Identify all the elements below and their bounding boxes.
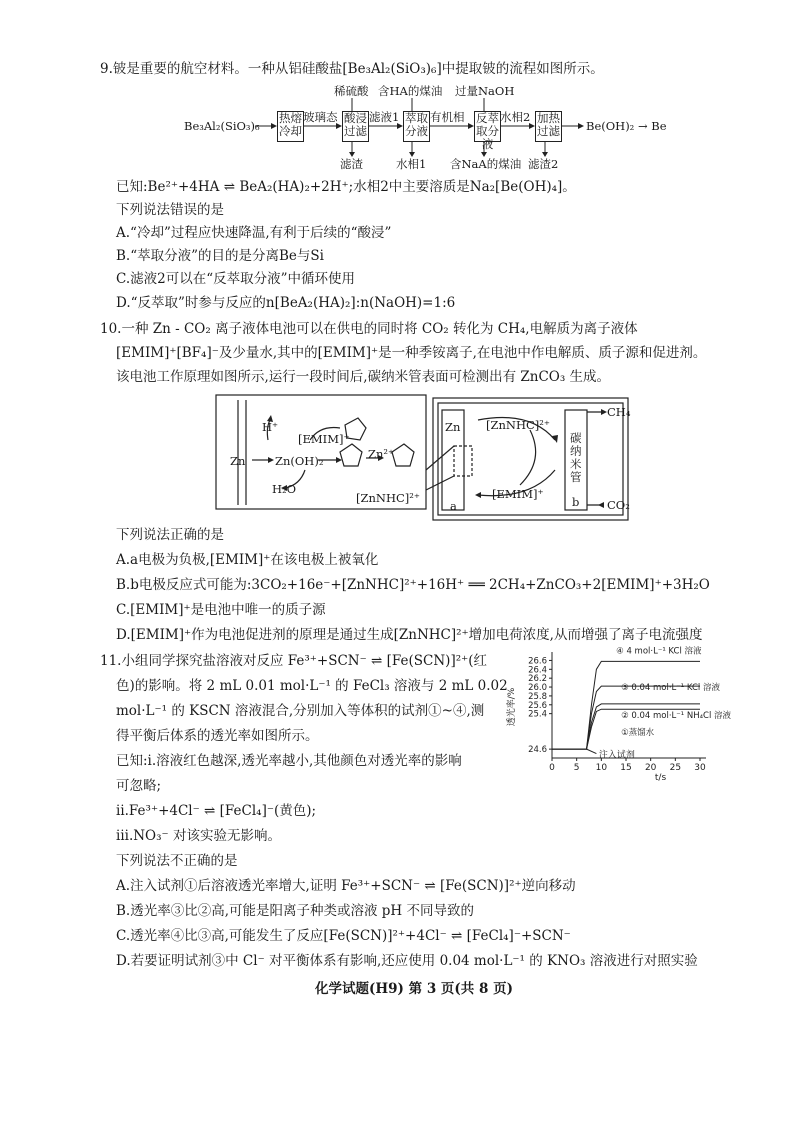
- q11-line-2: 色)的影响。将 2 mL 0.01 mol·L⁻¹ 的 FeCl₃ 溶液与 2 mL 0.02: [116, 678, 508, 694]
- diagram-znnhc: [ZnNHC]²⁺: [356, 491, 420, 505]
- diagram-zn: Zn: [230, 454, 246, 468]
- q11-line-8: ⅲ.NO₃⁻ 对该实验无影响。: [116, 828, 281, 844]
- flow-box-acid-leach: 酸浸过滤: [342, 111, 369, 142]
- flow-box-heat-filter: 加热过滤: [535, 111, 562, 142]
- q11-line-4: 得平衡后体系的透光率如图所示。: [116, 728, 319, 744]
- cell-ch4: CH₄: [607, 405, 631, 419]
- cell-electrode-zn: Zn: [445, 420, 461, 434]
- flow-reagent-ha: 含HA的煤油: [378, 84, 443, 98]
- transmittance-chart: [500, 646, 732, 798]
- y-axis-title: 透光率/%: [507, 687, 517, 727]
- x-tick-label: 0: [549, 763, 555, 773]
- flow-reagent-h2so4: 稀硫酸: [334, 84, 369, 98]
- q11-line-9: 下列说法不正确的是: [116, 853, 238, 869]
- q11-line-7: ⅱ.Fe³⁺+4Cl⁻ ⇌ [FeCl₄]⁻(黄色);: [116, 803, 317, 819]
- diagram-h2o: H₂O: [272, 482, 297, 496]
- x-tick-label: 10: [595, 763, 608, 773]
- flow-label-glass: 玻璃态: [303, 110, 338, 124]
- y-tick-label: 26.2: [528, 674, 547, 685]
- x-axis-title: t/s: [654, 773, 667, 783]
- flow-end: Be(OH)₂ → Be: [586, 119, 667, 133]
- flow-box-extraction: 萃取分液: [403, 111, 430, 142]
- annotation-pointer: [587, 749, 597, 753]
- series-label-4: ①蒸馏水: [621, 728, 655, 739]
- series-label-3: ② 0.04 mol·L⁻¹ NH₄Cl 溶液: [621, 710, 732, 721]
- electrode-b-label: b: [572, 495, 580, 509]
- diagram-zn2-plus: Zn²⁺: [368, 447, 395, 461]
- y-tick-label: 26.6: [528, 656, 547, 667]
- flow-label-filtrate1: 滤液1: [369, 110, 400, 124]
- q11-option-c: C.透光率④比③高,可能发生了反应[Fe(SCN)]²⁺+4Cl⁻ ⇌ [FeCl₄]⁻+SCN⁻: [116, 928, 571, 944]
- q9-option-b: B.“萃取分液”的目的是分离Be与Si: [116, 248, 324, 264]
- electrode-a-label: a: [450, 499, 457, 513]
- cell-emim: [EMIM]⁺: [492, 487, 544, 501]
- diagram-emim: [EMIM]⁺: [298, 432, 350, 446]
- y-tick-label: 25.4: [528, 709, 547, 720]
- q10-option-a: A.a电极为负极,[EMIM]⁺在该电极上被氧化: [116, 552, 379, 568]
- x-tick-label: 30: [694, 763, 706, 773]
- q11-line-6: 可忽略;: [116, 778, 162, 794]
- series-label-2: ③ 0.04 mol·L⁻¹ KCl 溶液: [621, 683, 721, 694]
- flow-output-aqueous1: 水相1: [396, 157, 427, 171]
- q10-ask: 下列说法正确的是: [116, 527, 224, 543]
- x-tick-label: 5: [573, 763, 580, 773]
- cell-znnhc: [ZnNHC]²⁺: [486, 418, 550, 432]
- x-tick-label: 20: [644, 763, 657, 773]
- q9-option-a: A.“冷却”过程应快速降温,有利于后续的“酸浸”: [116, 225, 392, 241]
- y-tick-label: 25.8: [528, 691, 547, 702]
- q11-option-a: A.注入试剂①后溶液透光率增大,证明 Fe³⁺+SCN⁻ ⇌ [Fe(SCN)]²⁺逆向移动: [116, 878, 576, 894]
- flow-output-residue2: 滤渣2: [528, 157, 559, 171]
- y-tick-label: 24.6: [528, 745, 547, 756]
- flow-output-naa: 含NaA的煤油: [450, 157, 522, 171]
- q11-option-d: D.若要证明试剂③中 Cl⁻ 对平衡体系有影响,还应使用 0.04 mol·L⁻¹ 的 KNO₃ 溶液进行对照实验: [116, 953, 698, 969]
- q9-ask: 下列说法错误的是: [116, 202, 224, 218]
- diagram-zn-oh2: Zn(OH)₂: [275, 454, 324, 468]
- q9-option-c: C.滤液2可以在“反萃取分液”中循环使用: [116, 271, 356, 287]
- q9-stem: 9.铍是重要的航空材料。一种从铝硅酸盐[Be₃Al₂(SiO₃)₆]中提取铍的流程如图所示。: [100, 61, 604, 77]
- q9-option-d: D.“反萃取”时参与反应的n[BeA₂(HA)₂]:n(NaOH)=1:6: [116, 295, 456, 311]
- diagram-h-plus: H⁺: [262, 420, 279, 434]
- page-footer: 化学试题(H9) 第 3 页(共 8 页): [315, 981, 513, 997]
- flow-output-residue: 滤渣: [340, 157, 363, 171]
- q11-line-3: mol·L⁻¹ 的 KSCN 溶液混合,分别加入等体积的试剂①~④,测: [116, 703, 485, 719]
- carbon-nanotube-label: 碳纳米管: [570, 431, 582, 484]
- flow-box-cooling: 热熔冷却: [277, 111, 304, 142]
- q10-option-c: C.[EMIM]⁺是电池中唯一的质子源: [116, 602, 326, 618]
- flow-label-organic: 有机相: [430, 110, 465, 124]
- q10-stem-line1: 10.一种 Zn - CO₂ 离子液体电池可以在供电的同时将 CO₂ 转化为 CH₄,电解质为离子液体: [100, 321, 638, 337]
- q10-option-b: B.b电极反应式可能为:3CO₂+16e⁻+[ZnNHC]²⁺+16H⁺ ══ 2CH₄+ZnCO₃+2[EMIM]⁺+3H₂O: [116, 577, 710, 593]
- q9-known: 已知:Be²⁺+4HA ⇌ BeA₂(HA)₂+2H⁺;水相2中主要溶质是Na₂[Be(OH)₄]。: [116, 179, 576, 195]
- y-tick-label: 26.4: [528, 665, 547, 676]
- x-tick-label: 15: [620, 763, 632, 773]
- q11-line-1: 11.小组同学探究盐溶液对反应 Fe³⁺+SCN⁻ ⇌ [Fe(SCN)]²⁺(红: [100, 653, 488, 669]
- y-tick-label: 25.6: [528, 700, 547, 711]
- flow-reagent-naoh: 过量NaOH: [455, 84, 515, 98]
- q11-line-5: 已知:ⅰ.溶液红色越深,透光率越小,其他颜色对透光率的影响: [116, 753, 462, 769]
- x-tick-label: 25: [669, 763, 682, 773]
- series-label-1: ④ 4 mol·L⁻¹ KCl 溶液: [616, 646, 702, 657]
- cell-co2: CO₂: [607, 498, 630, 512]
- q10-stem-line3: 该电池工作原理如图所示,运行一段时间后,碳纳米管表面可检测出有 ZnCO₃ 生成。: [116, 369, 611, 385]
- flow-start: Be₃Al₂(SiO₃)₆: [184, 119, 260, 133]
- flow-label-aqueous2: 水相2: [500, 110, 531, 124]
- q11-option-b: B.透光率③比②高,可能是阳离子种类或溶液 pH 不同导致的: [116, 903, 474, 919]
- q10-battery-diagram: [0, 0, 800, 530]
- q10-stem-line2: [EMIM]⁺[BF₄]⁻及少量水,其中的[EMIM]⁺是一种季铵离子,在电池中作电解质、质子源和促进剂。: [116, 345, 707, 361]
- q10-option-d: D.[EMIM]⁺作为电池促进剂的原理是通过生成[ZnNHC]²⁺增加电荷浓度,从而增强了离子电流强度: [116, 627, 703, 643]
- annotation-label: 注入试剂: [598, 750, 635, 761]
- flow-box-back-extraction: 反萃取分液: [476, 111, 499, 151]
- y-tick-label: 26.0: [528, 683, 547, 694]
